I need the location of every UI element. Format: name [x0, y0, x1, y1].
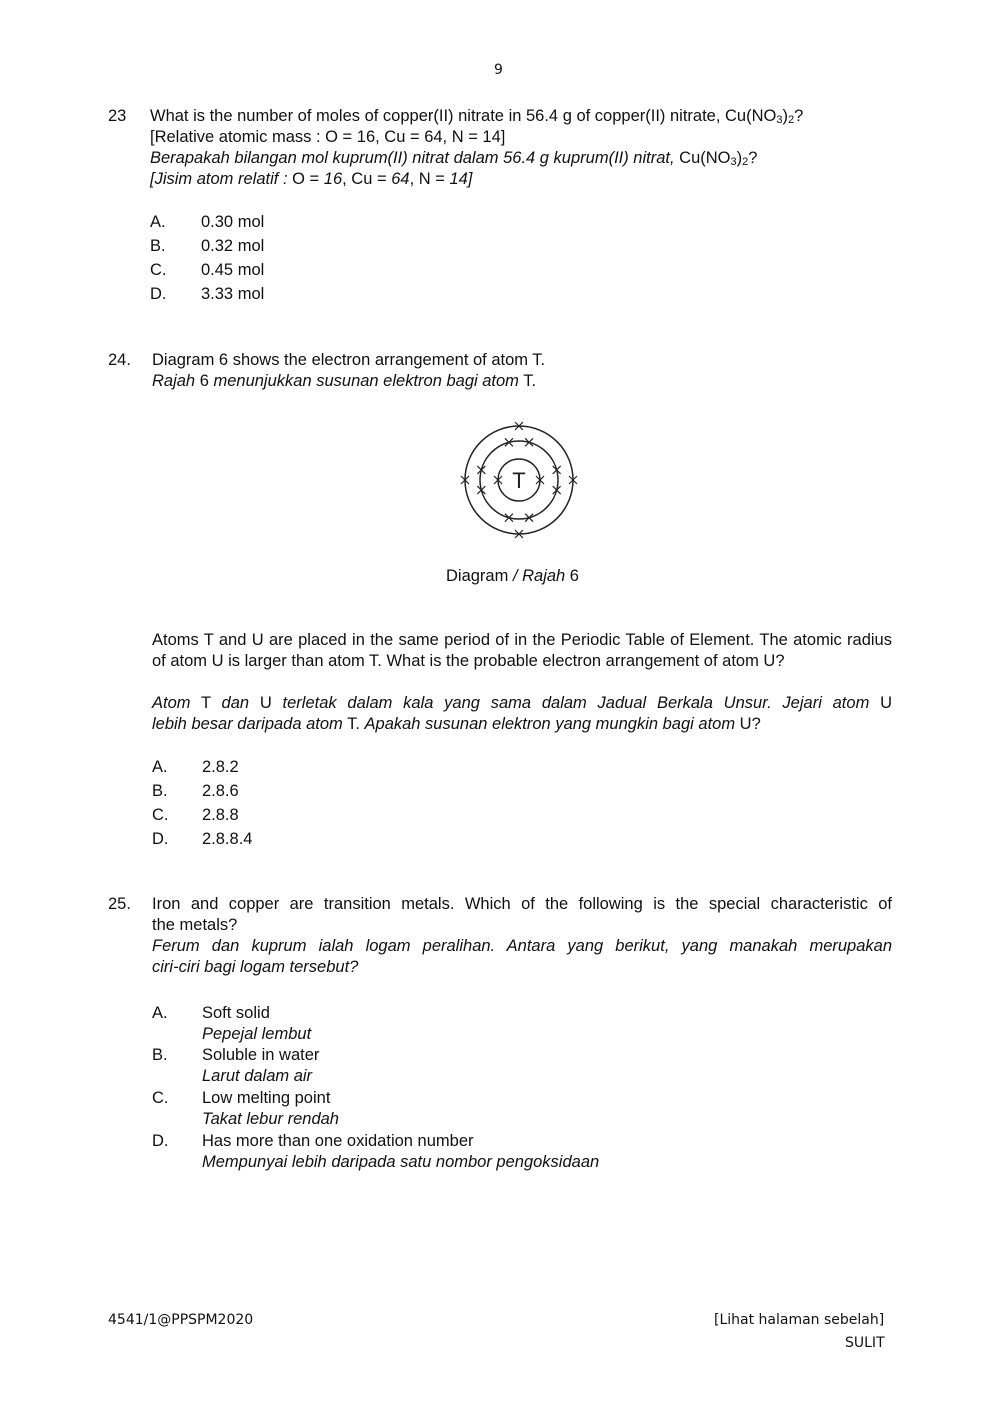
q25-stem-my-line2: ciri-ciri bagi logam tersebut? — [152, 958, 359, 976]
q25-stem-my-line1: Ferum dan kuprum ialah logam peralihan. Antara yang berikut, yang manakah merupakan — [152, 937, 892, 955]
option-text-malay: Takat lebur rendah — [202, 1110, 339, 1128]
option-letter: C. — [152, 1089, 169, 1107]
option-letter: D. — [152, 1132, 169, 1150]
option-letter: D. — [152, 830, 169, 848]
electron-arrangement-diagram — [455, 418, 585, 543]
q24-intro-en: Diagram 6 shows the electron arrangement of atom T. — [152, 351, 546, 369]
q24-intro-my: Rajah 6 menunjukkan susunan elektron bagi atom T. — [152, 372, 537, 390]
option-text[interactable]: 2.8.6 — [202, 782, 239, 800]
diagram-caption: Diagram / Rajah 6 — [446, 567, 579, 585]
option-text[interactable]: Has more than one oxidation number — [202, 1132, 474, 1150]
option-letter: A. — [150, 213, 166, 231]
question-number-25: 25. — [108, 895, 131, 913]
option-text-malay: Mempunyai lebih daripada satu nombor pengoksidaan — [202, 1153, 600, 1171]
footer-next-page: [Lihat halaman sebelah] — [714, 1312, 885, 1328]
option-letter: C. — [152, 806, 169, 824]
q24-stem-en: Atoms T and U are placed in the same period of in the Periodic Table of Element. The atomic radius of atom U is larger than atom T. What is the probable electron arrangement of atom U? — [152, 631, 892, 670]
option-text[interactable]: 3.33 mol — [201, 285, 265, 303]
q23-relative-mass-my: [Jisim atom relatif : O = 16, Cu = 64, N = 14] — [150, 170, 473, 188]
option-letter: A. — [152, 758, 168, 776]
q23-stem-my: Berapakah bilangan mol kuprum(II) nitrat dalam 56.4 g kuprum(II) nitrat, $Cu(NO_3)_2$? — [150, 149, 758, 168]
option-letter: A. — [152, 1004, 168, 1022]
option-letter: B. — [150, 237, 166, 255]
option-text[interactable]: 0.32 mol — [201, 237, 265, 255]
option-letter: B. — [152, 782, 168, 800]
question-number-24: 24. — [108, 351, 131, 369]
q23-relative-mass-en: [Relative atomic mass : O = 16, Cu = 64, N = 14] — [150, 128, 506, 146]
option-letter: B. — [152, 1046, 168, 1064]
option-text[interactable]: 2.8.2 — [202, 758, 239, 776]
question-number-23: 23 — [108, 107, 127, 125]
option-text[interactable]: Soft solid — [202, 1004, 270, 1022]
option-text[interactable]: 0.45 mol — [201, 261, 265, 279]
option-text-malay: Pepejal lembut — [202, 1025, 312, 1043]
option-letter: C. — [150, 261, 167, 279]
option-text-malay: Larut dalam air — [202, 1067, 313, 1085]
option-text[interactable]: 2.8.8 — [202, 806, 239, 824]
footer-classification: SULIT — [845, 1335, 885, 1351]
q24-stem-my-line2: lebih besar daripada atom T. Apakah susunan elektron yang mungkin bagi atom U? — [152, 715, 761, 733]
q24-stem-my-line1: Atom T dan U terletak dalam kala yang sama dalam Jadual Berkala Unsur. Jejari atom U — [152, 694, 892, 712]
q23-stem-en: What is the number of moles of copper(II) nitrate in 56.4 g of copper(II) nitrate, $Cu(NO_3)_2$? — [150, 107, 804, 126]
q25-stem-en-line1: Iron and copper are transition metals. Which of the following is the special characteristic of — [152, 895, 892, 913]
footer-paper-code: 4541/1@PPSPM2020 — [108, 1312, 254, 1328]
option-text[interactable]: Soluble in water — [202, 1046, 320, 1064]
option-text[interactable]: Low melting point — [202, 1089, 331, 1107]
option-text[interactable]: 0.30 mol — [201, 213, 265, 231]
q25-stem-en-line2: the metals? — [152, 916, 238, 934]
nucleus-label: T — [512, 468, 526, 493]
option-letter: D. — [150, 285, 167, 303]
page-number: 9 — [494, 62, 503, 78]
option-text[interactable]: 2.8.8.4 — [202, 830, 253, 848]
